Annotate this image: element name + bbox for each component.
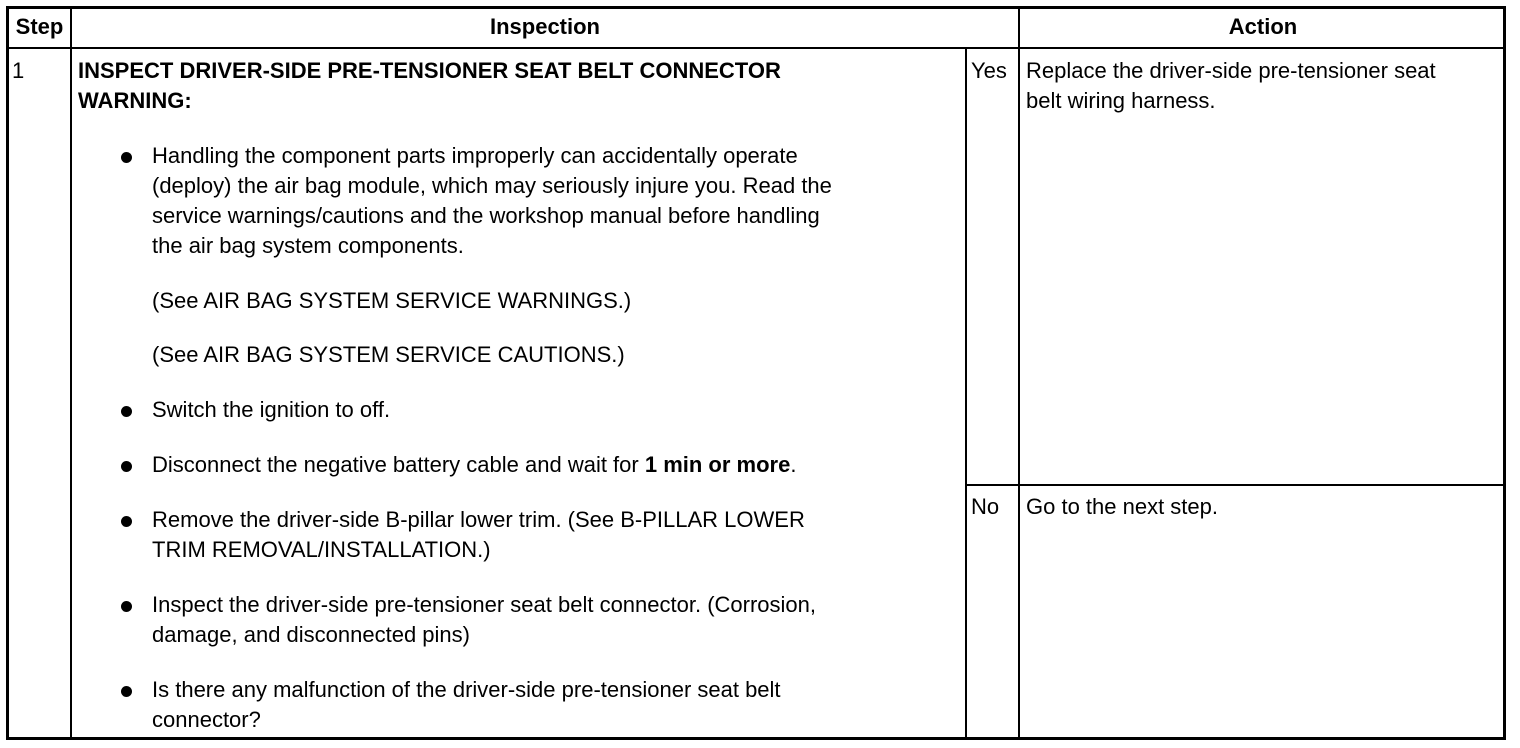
cautions-reference: (See AIR BAG SYSTEM SERVICE CAUTIONS.) [152, 342, 625, 367]
trim-step-text: TRIM REMOVAL/INSTALLATION.) [152, 537, 491, 562]
answer-no-label: No [971, 494, 1000, 519]
inspect-step-text: Inspect the driver-side pre-tensioner seat belt connector. (Corrosion, [152, 592, 816, 617]
bullet-icon [121, 461, 132, 472]
warnings-reference: (See AIR BAG SYSTEM SERVICE WARNINGS.) [152, 288, 632, 313]
bullet-icon [121, 686, 132, 697]
header-divider [6, 47, 1506, 49]
bullet-icon [121, 406, 132, 417]
inspect-step-text: damage, and disconnected pins) [152, 622, 470, 647]
yes-action-text: Replace the driver-side pre-tensioner seat [1026, 58, 1436, 83]
bullet-icon [121, 601, 132, 612]
trim-step-text: Remove the driver-side B-pillar lower trim. (See B-PILLAR LOWER [152, 507, 805, 532]
yes-no-divider [965, 484, 1506, 486]
column-divider-answer [965, 48, 967, 740]
bullet-icon [121, 152, 132, 163]
yes-action-text: belt wiring harness. [1026, 88, 1216, 113]
answer-yes-label: Yes [971, 58, 1007, 83]
warning-text-line: service warnings/cautions and the workshop manual before handling [152, 203, 820, 228]
column-divider-inspection [1018, 6, 1020, 740]
header-inspection: Inspection [489, 14, 600, 39]
warning-text-line: (deploy) the air bag module, which may seriously injure you. Read the [152, 173, 832, 198]
question-text: connector? [152, 707, 261, 732]
warning-text-line: the air bag system components. [152, 233, 464, 258]
header-action: Action [1228, 14, 1298, 39]
ignition-step-text: Switch the ignition to off. [152, 397, 391, 422]
step-number: 1 [12, 58, 25, 83]
no-action-text: Go to the next step. [1026, 494, 1219, 519]
question-text: Is there any malfunction of the driver-side pre-tensioner seat belt [152, 677, 781, 702]
warning-label: WARNING: [78, 88, 192, 113]
warning-text-line: Handling the component parts improperly can accidentally operate [152, 143, 798, 168]
header-step: Step [15, 14, 64, 39]
battery-step-prefix: Disconnect the negative battery cable and wait for [152, 452, 645, 477]
bullet-icon [121, 516, 132, 527]
column-divider-step [70, 6, 72, 740]
battery-step-text [152, 450, 796, 480]
wait-time-emphasis: 1 min or more [644, 452, 791, 477]
inspection-title: INSPECT DRIVER-SIDE PRE-TENSIONER SEAT BELT CONNECTOR [78, 58, 781, 83]
battery-step-suffix: . [790, 452, 797, 477]
